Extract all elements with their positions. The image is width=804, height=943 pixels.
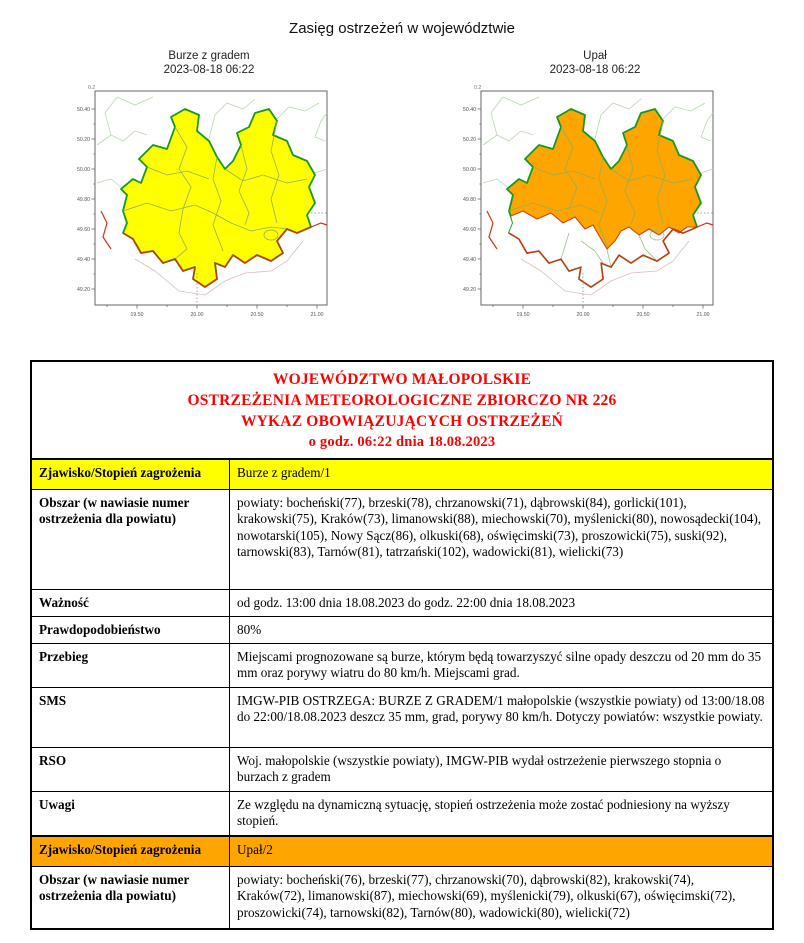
- row-value: Woj. małopolskie (wszystkie powiaty), IMGW-PIB wydał ostrzeżenie pierwszego stopnia o burzach z gradem: [237, 753, 722, 785]
- row-value: od godz. 13:00 dnia 18.08.2023 do godz. 22:00 dnia 18.08.2023: [237, 595, 576, 610]
- row-value: Ze względu na dynamiczną sytuację, stopień ostrzeżenia może zostać podniesiony na wyższy stopień.: [237, 797, 730, 829]
- svg-text:49.60: 49.60: [77, 227, 90, 233]
- svg-text:20.50: 20.50: [636, 312, 650, 318]
- map-caption-upal: [461, 49, 729, 77]
- voivodeship-shape-level1: [121, 109, 315, 287]
- header-line-issued-at: o godz. 06:22 dnia 18.08.2023: [308, 434, 496, 450]
- row-value: Burze z gradem/1: [230, 460, 772, 489]
- row-value: powiaty: bocheński(77), brzeski(78), chrzanowski(71), dąbrowski(84), gorlicki(101), krakowski(75), Kraków(73), limanowski(88), miechowski(70), myślenicki(80), nowosądecki(104), nowotarski(105), Nowy Sącz(86), olkuski(68), oświęcimski(73), proszowicki(75), suski(92), tarnowski(83), Tarnów(81), tatrzański(102), wadowicki(81), wielicki(73): [237, 495, 762, 560]
- table-row-phenomenon-1: [32, 458, 772, 489]
- row-label: RSO: [32, 748, 230, 791]
- warning-map-burze: [75, 83, 343, 327]
- row-value: Miejscami prognozowane są burze, którym będą towarzyszyć silne opady deszczu od 20 mm do 35 mm oraz porywy wiatru do 80 km/h. Miejscami grad.: [237, 649, 762, 681]
- header-line-list: WYKAZ OBOWIĄZUJĄCYCH OSTRZEŻEŃ: [240, 413, 564, 430]
- svg-text:19.50: 19.50: [516, 312, 530, 318]
- svg-text:49.60: 49.60: [463, 227, 476, 233]
- header-line-bulletin: OSTRZEŻENIA METEOROLOGICZNE ZBIORCZO NR 226: [187, 392, 617, 409]
- maps-row: [0, 49, 804, 331]
- svg-text:49.80: 49.80: [77, 197, 90, 203]
- svg-text:50.40: 50.40: [77, 107, 90, 113]
- svg-text:50.20: 50.20: [77, 137, 90, 143]
- svg-text:20.50: 20.50: [250, 312, 264, 318]
- table-row-area-1: [32, 489, 772, 589]
- svg-text:0.2: 0.2: [474, 85, 482, 91]
- row-label: Zjawisko/Stopień zagrożenia: [32, 837, 230, 866]
- svg-text:50.20: 50.20: [463, 137, 476, 143]
- warning-table: [30, 360, 774, 930]
- svg-text:0.2: 0.2: [88, 85, 96, 91]
- table-row-rso: [32, 747, 772, 791]
- row-label: Uwagi: [32, 792, 230, 835]
- row-label: Ważność: [32, 590, 230, 616]
- table-row-course: [32, 643, 772, 687]
- row-value: powiaty: bocheński(76), brzeski(77), chrzanowski(70), dąbrowski(82), krakowski(74), Kraków(72), limanowski(87), miechowski(69), myślenicki(79), olkuski(67), oświęcimski(72), proszowicki(74), tarnowski(82), Tarnów(80), wadowicki(80), wielicki(72): [237, 872, 736, 920]
- svg-text:49.40: 49.40: [463, 257, 476, 263]
- table-row-probability: [32, 616, 772, 643]
- svg-text:49.80: 49.80: [463, 197, 476, 203]
- row-label: Obszar (w nawiasie numer ostrzeżenia dla powiatu): [32, 490, 230, 589]
- page-title: Zasięg ostrzeżeń w województwie: [289, 20, 515, 37]
- row-label: SMS: [32, 688, 230, 747]
- warning-map-upal: [461, 83, 729, 327]
- table-row-validity: [32, 589, 772, 616]
- svg-text:21.00: 21.00: [310, 312, 324, 318]
- svg-text:49.20: 49.20: [77, 287, 90, 293]
- table-row-sms: [32, 687, 772, 747]
- table-row-area-2: [32, 866, 772, 928]
- map-datetime-upal: 2023-08-18 06:22: [549, 64, 641, 76]
- svg-text:49.20: 49.20: [463, 287, 476, 293]
- header-line-voivodeship: WOJEWÓDZTWO MAŁOPOLSKIE: [272, 371, 532, 388]
- svg-text:49.40: 49.40: [77, 257, 90, 263]
- map-datetime-burze: 2023-08-18 06:22: [163, 64, 255, 76]
- svg-text:50.00: 50.00: [463, 167, 476, 173]
- map-figure-upal: [461, 49, 729, 331]
- svg-text:50.00: 50.00: [77, 167, 90, 173]
- map-title-burze: Burze z gradem: [168, 50, 250, 62]
- row-value: 80%: [237, 622, 262, 637]
- svg-text:19.50: 19.50: [130, 312, 144, 318]
- map-caption-burze: [75, 49, 343, 77]
- row-label: Prawdopodobieństwo: [32, 617, 230, 643]
- row-value: IMGW-PIB OSTRZEGA: BURZE Z GRADEM/1 małopolskie (wszystkie powiaty) od 13:00/18.08 do 22:00/18.08.2023 deszcz 35 mm, grad, porywy 80 km/h. Dotyczy powiatów: wszystkie powiaty.: [237, 693, 765, 725]
- row-label: Obszar (w nawiasie numer ostrzeżenia dla powiatu): [32, 867, 230, 928]
- table-row-phenomenon-2: [32, 835, 772, 866]
- svg-text:50.40: 50.40: [463, 107, 476, 113]
- table-header: [32, 362, 772, 458]
- table-row-remarks: [32, 791, 772, 835]
- svg-text:20.00: 20.00: [190, 312, 204, 318]
- row-label: Zjawisko/Stopień zagrożenia: [32, 460, 230, 489]
- map-figure-burze: [75, 49, 343, 331]
- svg-text:21.00: 21.00: [696, 312, 710, 318]
- row-value: Upał/2: [230, 837, 772, 866]
- row-label: Przebieg: [32, 644, 230, 687]
- map-title-upal: Upał: [583, 50, 607, 62]
- svg-text:20.00: 20.00: [576, 312, 590, 318]
